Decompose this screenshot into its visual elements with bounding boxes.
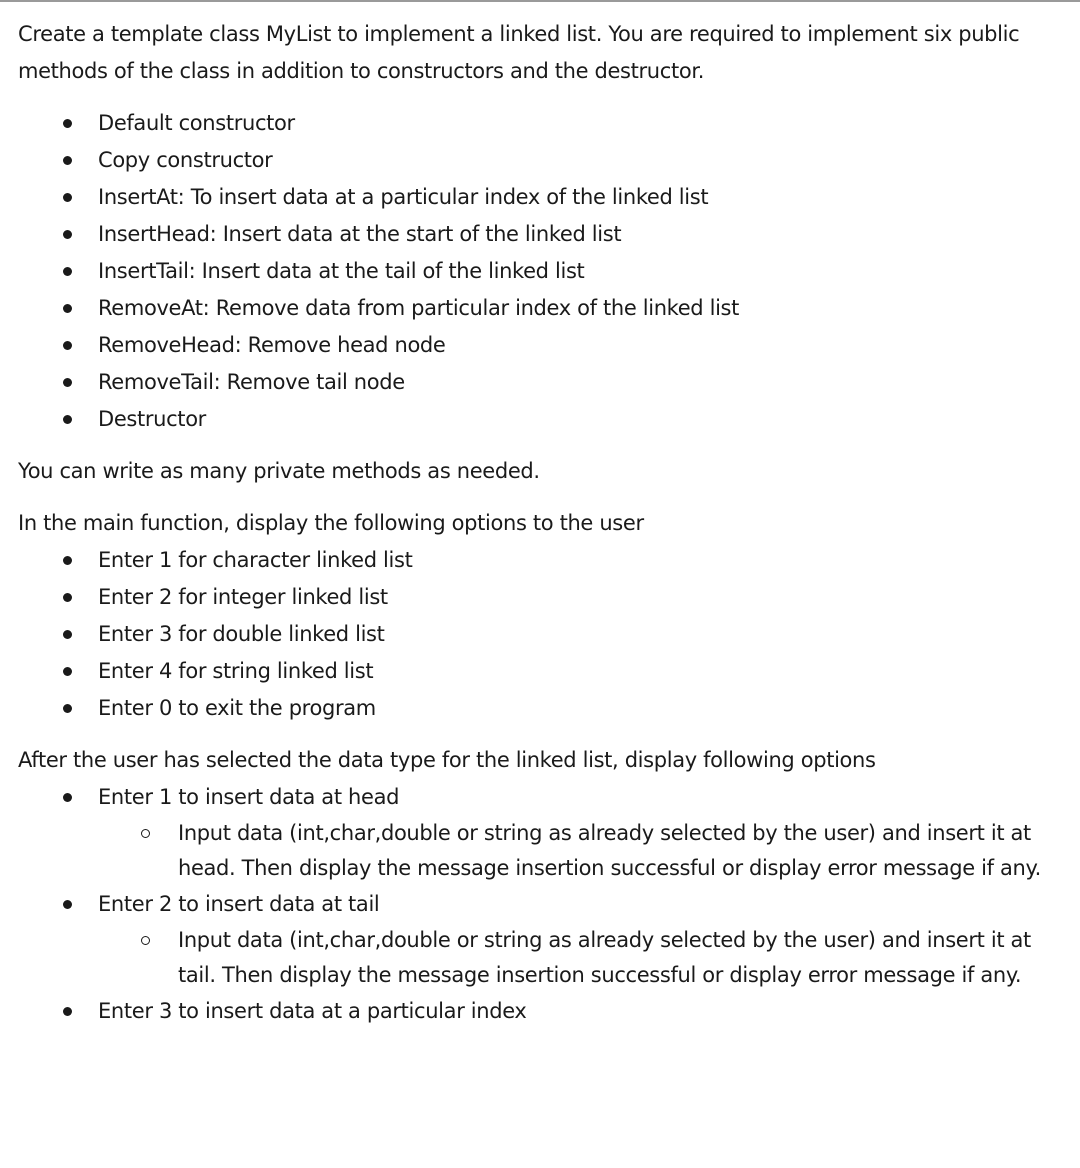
list-item: Enter 3 for double linked list [18, 616, 1068, 653]
bullet-icon [63, 156, 72, 165]
list-item: InsertAt: To insert data at a particular index of the linked list [18, 179, 1068, 216]
main-function-intro: In the main function, display the following options to the user [18, 511, 644, 535]
list-item: Destructor [18, 401, 1068, 438]
bullet-icon [63, 667, 72, 676]
bullet-icon [63, 415, 72, 424]
hollow-bullet-icon [141, 936, 150, 945]
list-item: InsertHead: Insert data at the start of the linked list [18, 216, 1068, 253]
bullet-icon [63, 900, 72, 909]
list-item: Enter 1 for character linked list [18, 542, 1068, 579]
bullet-icon [63, 341, 72, 350]
bullet-icon [63, 378, 72, 387]
bullet-icon [63, 304, 72, 313]
list-item: Enter 3 to insert data at a particular index [18, 993, 1068, 1030]
methods-list [18, 105, 1068, 438]
sub-list-item: Input data (int,char,double or string as already selected by the user) and insert it at head. Then display the message insertion successful or display error message if any. [98, 816, 1068, 886]
bullet-icon [63, 1007, 72, 1016]
list-item: Enter 2 to insert data at tail Input data (int,char,double or string as already selected by the user) and insert it at tail. Then display the message insertion successful or display error message if any. [18, 886, 1068, 993]
bullet-icon [63, 230, 72, 239]
sub-list-item: Input data (int,char,double or string as already selected by the user) and insert it at tail. Then display the message insertion successful or display error message if any. [98, 923, 1068, 993]
bullet-icon [63, 119, 72, 128]
sub-list [98, 816, 1068, 886]
list-item: Enter 2 for integer linked list [18, 579, 1068, 616]
bullet-icon [63, 193, 72, 202]
bullet-icon [63, 593, 72, 602]
hollow-bullet-icon [141, 829, 150, 838]
list-item: Default constructor [18, 105, 1068, 142]
list-item: RemoveTail: Remove tail node [18, 364, 1068, 401]
after-selection-intro: After the user has selected the data type for the linked list, display following options [18, 748, 876, 772]
list-item: Enter 0 to exit the program [18, 690, 1068, 727]
bullet-icon [63, 704, 72, 713]
bullet-icon [63, 630, 72, 639]
bullet-icon [63, 556, 72, 565]
sub-list [98, 923, 1068, 993]
list-item: Enter 4 for string linked list [18, 653, 1068, 690]
document-body [18, 16, 1068, 1030]
bullet-icon [63, 267, 72, 276]
list-item: Copy constructor [18, 142, 1068, 179]
intro-paragraph: Create a template class MyList to implement a linked list. You are required to implement six public methods of the class in addition to constructors and the destructor. [18, 22, 1020, 83]
list-item: RemoveAt: Remove data from particular index of the linked list [18, 290, 1068, 327]
private-methods-note: You can write as many private methods as needed. [18, 459, 540, 483]
operations-list [18, 779, 1068, 1030]
main-options-list [18, 542, 1068, 727]
bullet-icon [63, 793, 72, 802]
list-item: InsertTail: Insert data at the tail of the linked list [18, 253, 1068, 290]
list-item: RemoveHead: Remove head node [18, 327, 1068, 364]
list-item: Enter 1 to insert data at head Input data (int,char,double or string as already selected by the user) and insert it at head. Then display the message insertion successful or display error message if any. [18, 779, 1068, 886]
